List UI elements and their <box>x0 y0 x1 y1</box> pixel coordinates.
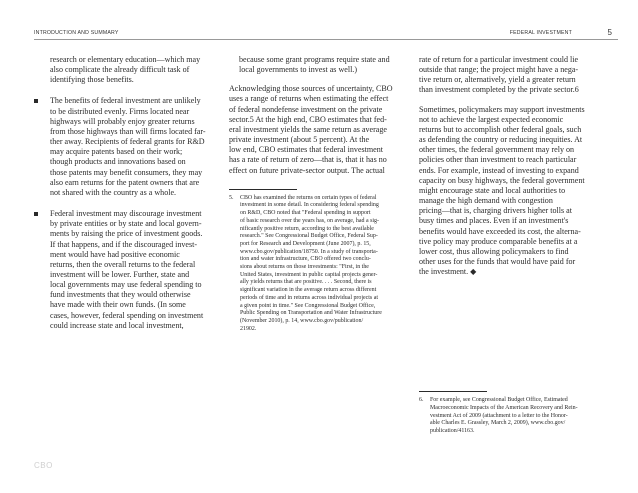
body-paragraph <box>229 84 399 175</box>
text-line: ther away. Recipients of federal grants for R&D <box>50 137 205 147</box>
running-header-section: INTRODUCTION AND SUMMARY <box>34 30 119 36</box>
text-line: ment would have had positive economic <box>50 249 180 259</box>
text-line: may acquire patents based on their work; <box>50 147 183 157</box>
footer-agency-mark: CBO <box>34 461 53 470</box>
text-line: also complicate the already difficult task of <box>50 65 190 75</box>
text-line: low end, CBO estimates that federal investment <box>229 145 383 155</box>
text-line: returns, then the overall returns to the federal <box>50 259 196 269</box>
text-line: port for Research and Development (June 2007), p. 15, <box>240 240 371 247</box>
footnote-5 <box>229 195 399 334</box>
bullet-square-icon <box>34 212 38 216</box>
footnote-number: 6. <box>419 397 424 404</box>
footnote-number: 5. <box>229 194 234 201</box>
text-line: ally yields returns that are positive. . . . Second, there is <box>240 279 372 286</box>
text-line: busy times and places. Even if an investment's <box>419 216 569 226</box>
text-line: returns but to accomplish other federal goals, such <box>419 124 582 134</box>
text-line: Acknowledging those sources of uncertainty, CBO <box>229 84 393 94</box>
text-line: www.cbo.gov/publication/18750. In a study of transporta- <box>240 248 378 255</box>
text-line: of basic research over the years has, on average, had a sig- <box>240 217 379 224</box>
text-line: For example, see Congressional Budget Office, Estimated <box>430 397 568 404</box>
text-line: highways will probably enjoy greater returns <box>50 116 195 126</box>
text-line: on R&D, CBO noted that "Federal spending in support <box>240 210 371 217</box>
footnote-rule <box>229 189 297 190</box>
text-line: pricing—that is, charging drivers higher tolls at <box>419 206 572 216</box>
text-line: The benefits of federal investment are unlikely <box>50 96 201 106</box>
text-line: the investment. ◆ <box>419 267 477 277</box>
text-line: ments by raising the price of investment goods. <box>50 229 203 239</box>
continued-paragraph <box>229 55 399 75</box>
bullet-text <box>50 96 230 198</box>
text-line: rate of return for a particular investment could lie <box>419 55 579 64</box>
text-line: investment will be lower. Further, state and <box>50 269 190 279</box>
text-line: tive return or, alternatively, yield a greater return <box>419 75 576 85</box>
text-line: private investment (about 5 percent). At the <box>229 135 370 145</box>
text-line: identifying those benefits. <box>50 75 134 85</box>
text-line: sector.5 At the high end, CBO estimates that fed- <box>229 114 387 124</box>
text-line: significant variation in the average return across different <box>240 287 377 294</box>
text-line: If that happens, and if the discouraged invest- <box>50 239 198 249</box>
text-line: from those highways than will firms located far- <box>50 126 206 136</box>
text-line: fund investments that they would otherwise <box>50 290 191 300</box>
text-line: Public Spending on Transportation and Water Infrastructure <box>240 310 382 317</box>
text-line: research or elementary education—which may <box>50 55 201 64</box>
text-line: uses a range of returns when estimating the effect <box>229 94 389 104</box>
footnote-6 <box>419 397 599 436</box>
text-line: United States, investment in public capital projects gener- <box>240 271 378 278</box>
text-line: as defending the country or reducing inequities. At <box>419 135 583 145</box>
body-paragraph <box>419 55 599 96</box>
text-line: not to achieve the largest expected economic <box>419 114 564 124</box>
text-line: Federal investment may discourage investment <box>50 209 202 219</box>
text-line: investment in some detail. In considering federal spending <box>240 202 379 209</box>
text-line: other times, the federal government may rely on <box>419 145 575 155</box>
text-line: periods of time and in returns across individual projects at <box>240 294 379 301</box>
text-line: Sometimes, policymakers may support investments <box>419 104 585 114</box>
bullet-item <box>34 96 230 198</box>
text-line: though products and innovations based on <box>50 157 186 167</box>
text-line: effect on future private-sector output. The actual <box>229 165 385 175</box>
text-line: eral investment yields the same return as average <box>229 124 387 134</box>
text-line: able Charles E. Grassley, March 2, 2009), www.cbo.gov/ <box>430 420 566 427</box>
text-line: because some grant programs require state and <box>239 55 390 64</box>
body-paragraph <box>419 105 599 278</box>
text-line: those patents may benefit consumers, they may <box>50 167 203 177</box>
column-2 <box>229 55 399 333</box>
text-line: publication/41163. <box>430 428 475 435</box>
text-line: of federal nondefense investment on the private <box>229 104 383 114</box>
continued-bullet-text <box>34 55 230 85</box>
text-line: a given point in time." See Congressional Budget Office, <box>240 302 376 309</box>
text-line: benefits would have exceeded its cost, the alterna- <box>419 226 581 236</box>
text-line: has a rate of return of zero—that is, that it has no <box>229 155 387 165</box>
page-number: 5 <box>607 28 612 37</box>
text-line: cases, however, federal spending on investment <box>50 310 204 320</box>
text-line: than investment completed by the private sector.6 <box>419 85 579 95</box>
text-line: local governments may use federal spending to <box>50 280 202 290</box>
text-line: research." See Congressional Budget Office, Federal Sup- <box>240 233 378 240</box>
text-line: manage the high demand with congestion <box>419 196 553 206</box>
text-line: by private entities or by state and local govern- <box>50 219 202 229</box>
text-line: not shared with the country as a whole. <box>50 187 177 197</box>
text-line: nificantly positive return, according to the best available <box>240 225 374 232</box>
text-line: ends. For example, instead of investing to expand <box>419 165 579 175</box>
text-line: 21902. <box>240 325 257 332</box>
text-line: outside that range; the project might have a nega- <box>419 65 579 75</box>
header-rule <box>34 39 618 40</box>
text-line: might encourage state and local authorities to <box>419 185 566 195</box>
bullet-square-icon <box>34 99 38 103</box>
text-line: other uses for the funds that would have paid for <box>419 256 576 266</box>
text-line: tion and water infrastructure, CBO offered two conclu- <box>240 256 371 263</box>
running-header-title: FEDERAL INVESTMENT <box>509 30 572 36</box>
text-line: policies other than investment to reach particular <box>419 155 577 165</box>
footnote-rule <box>419 391 487 392</box>
text-line: vestment Act of 2009 (attachment to a letter to the Honor- <box>430 412 568 419</box>
bullet-item <box>34 209 230 331</box>
text-line: Macroeconomic Impacts of the American Recovery and Rein- <box>430 404 578 411</box>
text-line: also earn returns for the patent owners that are <box>50 177 200 187</box>
column-3 <box>419 55 599 436</box>
column-1 <box>34 55 230 331</box>
text-line: (November 2010), p. 14, www.cbo.gov/publication/ <box>240 317 364 324</box>
text-line: tive policy may produce comparable benefits at a <box>419 236 578 246</box>
text-line: could increase state and local investment, <box>50 320 184 330</box>
text-line: capacity on busy highways, the federal government <box>419 175 585 185</box>
text-line: sions about returns on those investments: "First, in the <box>240 264 369 271</box>
footnote-text <box>240 195 399 334</box>
text-line: local governments to invest as well.) <box>239 65 357 75</box>
text-line: to be distributed evenly. Firms located near <box>50 106 190 116</box>
text-line: CBO has examined the returns on certain types of federal <box>240 194 377 201</box>
text-line: have made with their own funds. (In some <box>50 300 186 310</box>
text-line: lower cost, thus allowing policymakers to find <box>419 246 569 256</box>
footnote-text <box>430 397 599 436</box>
bullet-text <box>50 209 230 331</box>
